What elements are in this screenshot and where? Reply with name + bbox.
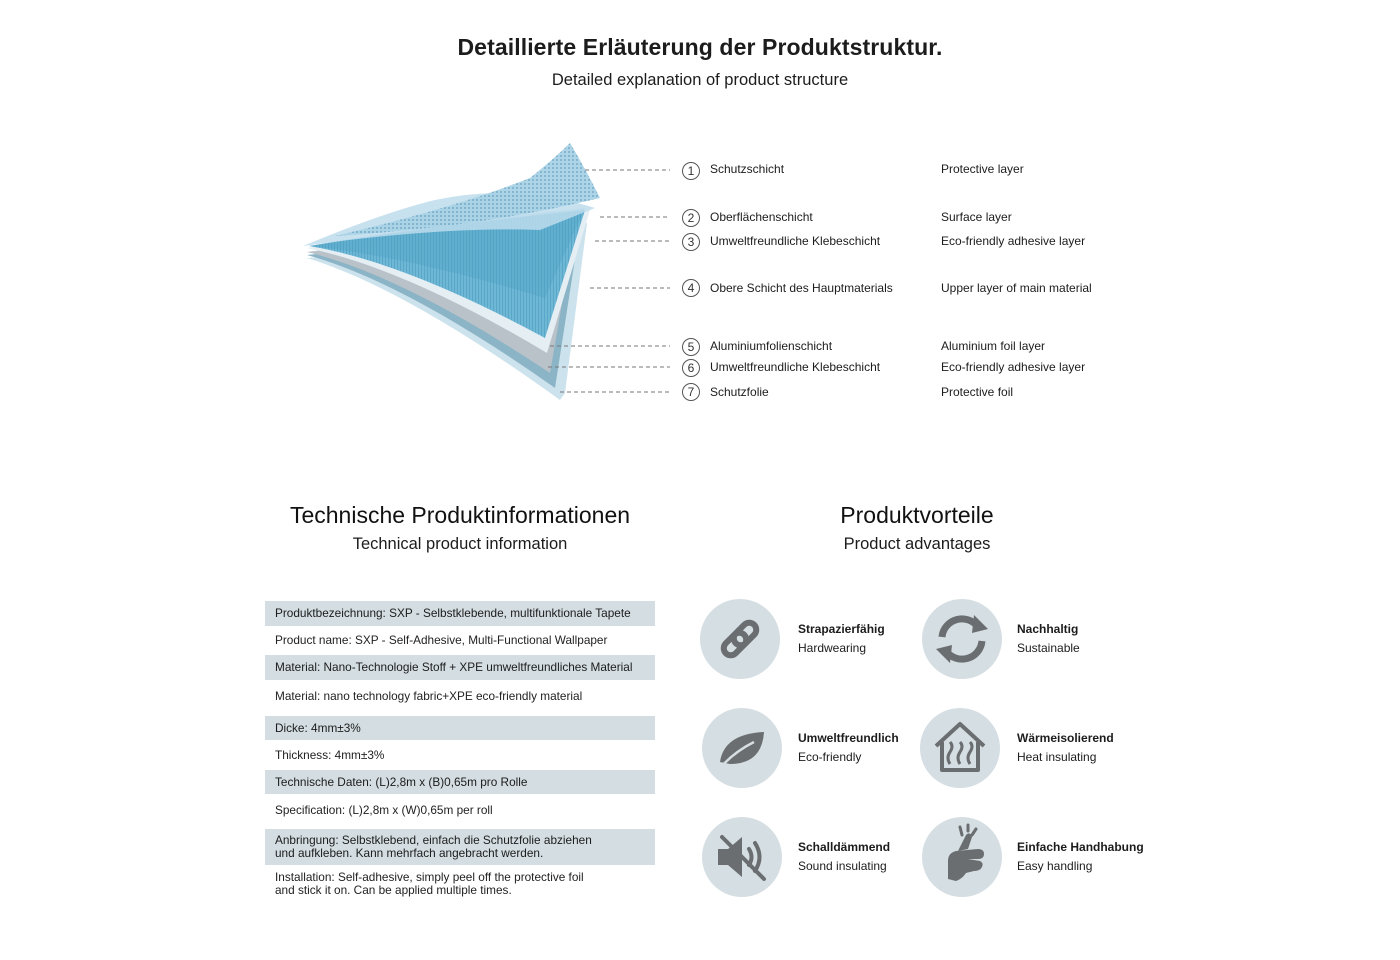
advantage-label-de: Strapazierfähig xyxy=(798,622,885,636)
spec-row-de: Produktbezeichnung: SXP - Selbstklebende, multifunktionale Tapete xyxy=(265,601,655,626)
advantages-section-title: Produktvorteile xyxy=(840,502,994,528)
layer-label-de: Umweltfreundliche Klebeschicht xyxy=(710,360,881,374)
spec-row-en: Material: nano technology fabric+XPE eco-friendly material xyxy=(275,688,583,703)
spec-row-en: Product name: SXP - Self-Adhesive, Multi-Functional Wallpaper xyxy=(275,632,608,647)
layer-number: 3 xyxy=(682,233,700,251)
layer-number: 2 xyxy=(682,209,700,227)
advantages-section-subtitle: Product advantages xyxy=(843,535,991,553)
layer-label-de: Umweltfreundliche Klebeschicht xyxy=(710,234,881,248)
layer-label-en: Aluminium foil layer xyxy=(941,339,1046,353)
layer-number: 6 xyxy=(682,359,700,377)
layer-row-7 xyxy=(0,383,1400,403)
layer-row-4 xyxy=(0,279,1400,299)
layer-label-en: Upper layer of main material xyxy=(941,281,1092,295)
layer-row-6 xyxy=(0,358,1400,378)
layer-row-2 xyxy=(0,208,1400,228)
page-title: Detaillierte Erläuterung der Produktstruktur. xyxy=(457,34,943,60)
layer-label-de: Oberflächenschicht xyxy=(710,210,813,224)
layer-number: 5 xyxy=(682,338,700,356)
layer-row-5 xyxy=(0,337,1400,357)
layer-label-de: Schutzschicht xyxy=(710,162,785,176)
layer-label-de: Obere Schicht des Hauptmaterials xyxy=(710,281,893,295)
advantage-label-de: Einfache Handhabung xyxy=(1017,840,1144,854)
advantage-label-de: Nachhaltig xyxy=(1017,622,1079,636)
house-heat-icon xyxy=(920,708,1000,788)
muted-speaker-icon xyxy=(702,817,782,897)
hand-snap-icon xyxy=(922,817,1002,897)
layer-label-en: Protective foil xyxy=(941,385,1014,399)
spec-row-de: Dicke: 4mm±3% xyxy=(265,716,655,740)
spec-row-de: Technische Daten: (L)2,8m x (B)0,65m pro Rolle xyxy=(265,770,655,794)
tech-section-title: Technische Produktinformationen xyxy=(289,502,631,528)
layer-number: 7 xyxy=(682,383,700,401)
advantage-label-en: Hardwearing xyxy=(798,641,867,655)
advantage-label-de: Schalldämmend xyxy=(798,840,891,854)
layer-label-en: Surface layer xyxy=(941,210,1012,224)
tech-section-subtitle: Technical product information xyxy=(352,535,568,553)
spec-row-en: Installation: Self-adhesive, simply peel off the protective foil and stick it on. Can be applied multiple times. xyxy=(275,870,584,897)
recycle-arrows-icon xyxy=(922,599,1002,679)
spec-row-en: Specification: (L)2,8m x (W)0,65m per roll xyxy=(275,802,493,817)
advantage-label-en: Sustainable xyxy=(1017,641,1080,655)
spec-row-de: Material: Nano-Technologie Stoff + XPE umweltfreundliches Material xyxy=(265,655,655,680)
layer-label-en: Eco-friendly adhesive layer xyxy=(941,360,1086,374)
layer-label-de: Schutzfolie xyxy=(710,385,769,399)
spec-row-en: Thickness: 4mm±3% xyxy=(275,747,385,762)
spec-row-de: Anbringung: Selbstklebend, einfach die Schutzfolie abziehen und aufkleben. Kann mehrfach angebracht werden. xyxy=(265,829,655,865)
chain-link-icon xyxy=(700,599,780,679)
advantage-label-en: Eco-friendly xyxy=(798,750,862,764)
leaf-icon xyxy=(702,708,782,788)
advantage-label-en: Sound insulating xyxy=(798,859,887,873)
layer-number: 4 xyxy=(682,279,700,297)
layer-number: 1 xyxy=(682,162,700,180)
advantage-label-en: Easy handling xyxy=(1017,859,1093,873)
layer-label-de: Aluminiumfolienschicht xyxy=(710,339,833,353)
advantage-label-de: Wärmeisolierend xyxy=(1017,731,1114,745)
page-subtitle: Detailed explanation of product structure xyxy=(551,71,849,89)
advantage-label-en: Heat insulating xyxy=(1017,750,1097,764)
layer-row-3 xyxy=(0,232,1400,252)
advantage-label-de: Umweltfreundlich xyxy=(798,731,899,745)
layer-label-en: Eco-friendly adhesive layer xyxy=(941,234,1086,248)
layer-label-en: Protective layer xyxy=(941,162,1024,176)
layer-row-1 xyxy=(0,160,1400,180)
